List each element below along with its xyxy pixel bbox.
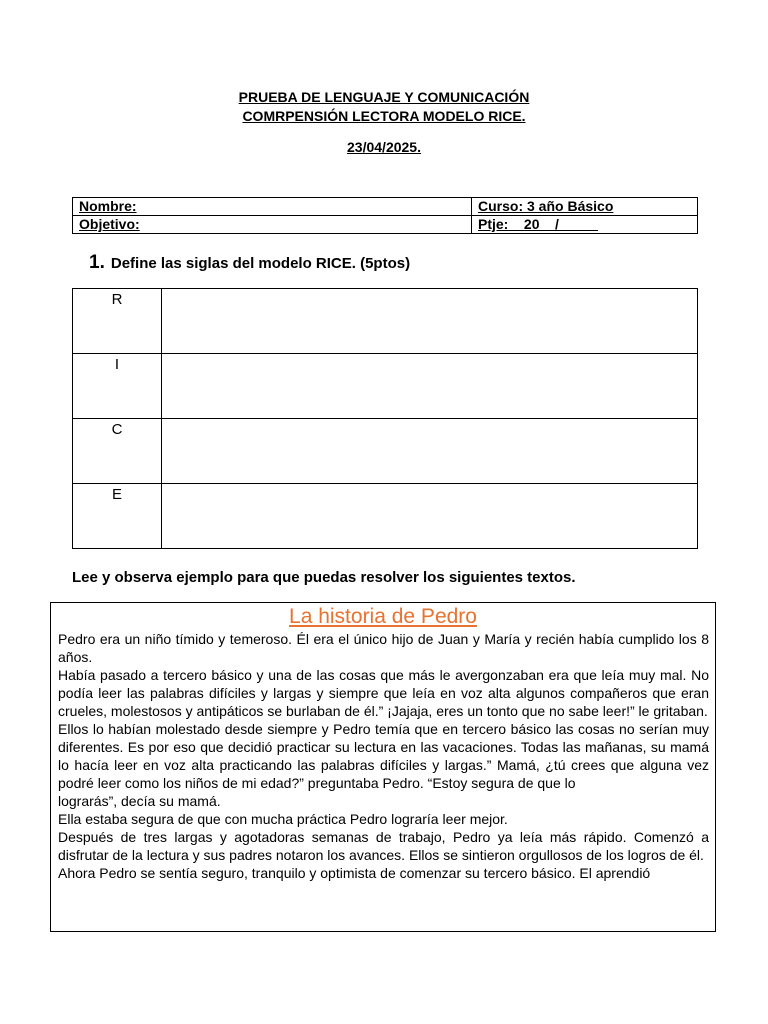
rice-row-i — [73, 354, 698, 419]
test-date: 23/04/2025. — [347, 139, 421, 155]
rice-answer-c[interactable] — [162, 419, 698, 484]
story-title: La historia de Pedro — [289, 605, 477, 628]
rice-row-c — [73, 419, 698, 484]
rice-row-e — [73, 484, 698, 549]
nombre-field[interactable]: Nombre: — [73, 198, 472, 216]
story-box — [50, 602, 716, 932]
test-subtitle: COMRPENSIÓN LECTORA MODELO RICE. — [242, 108, 526, 124]
rice-answer-table — [72, 288, 698, 549]
story-paragraph: Había pasado a tercero básico y una de las cosas que más le avergonzaban era que leía muy mal. No podía leer las palabras difíciles y largas y siempre que leía en voz alta algunos compañeros que eran crueles, molestosos y antipáticos se burlaban de él.” ¡Jajaja, eres un tonto que no sabe leer!” le gritaban. — [58, 667, 709, 719]
story-body — [51, 630, 715, 882]
story-paragraph: Ellos lo habían molestado desde siempre y Pedro temía que en tercero básico las cosas no serían muy diferentes. Es por eso que decidió practicar su lectura en las vacaciones. Todas las mañanas, su mamá lo hacía leer en voz alta practicando las palabras difíciles y largas.” Mamá, ¿tú crees que alguna vez podré leer como los niños de mi edad?” preguntaba Pedro. “Estoy segura de que lo — [58, 721, 709, 791]
test-title: PRUEBA DE LENGUAJE Y COMUNICACIÓN — [238, 89, 530, 105]
info-row — [73, 216, 698, 234]
rice-letter-r: R — [73, 289, 162, 354]
rice-letter-c: C — [73, 419, 162, 484]
curso-field: Curso: 3 año Básico — [472, 198, 698, 216]
question-number: 1. — [89, 252, 105, 273]
reading-instruction: Lee y observa ejemplo para que puedas resolver los siguientes textos. — [72, 569, 576, 586]
story-paragraph: lograrás”, decía su mamá. — [58, 793, 221, 809]
rice-answer-r[interactable] — [162, 289, 698, 354]
rice-letter-e: E — [73, 484, 162, 549]
story-paragraph: Ella estaba segura de que con mucha práctica Pedro lograría leer mejor. — [58, 811, 508, 827]
rice-answer-i[interactable] — [162, 354, 698, 419]
rice-row-r — [73, 289, 698, 354]
student-info-table — [72, 197, 698, 234]
info-row — [73, 198, 698, 216]
ptje-field[interactable]: Ptje:__20__/_____ — [472, 216, 698, 234]
story-paragraph: Pedro era un niño tímido y temeroso. Él era el único hijo de Juan y María y recién había cumplido los 8 años. — [58, 631, 709, 665]
question-1 — [89, 252, 410, 275]
objetivo-field: Objetivo: — [73, 216, 472, 234]
story-paragraph: Ahora Pedro se sentía seguro, tranquilo y optimista de comenzar su tercero básico. El aprendió — [58, 865, 651, 881]
question-text: Define las siglas del modelo RICE. (5ptos) — [110, 255, 411, 272]
rice-answer-e[interactable] — [162, 484, 698, 549]
story-paragraph: Después de tres largas y agotadoras semanas de trabajo, Pedro ya leía más rápido. Comenzó a disfrutar de la lectura y sus padres notaron los avances. Ellos se sintieron orgullosos de los logros de él. — [58, 829, 709, 863]
rice-letter-i: I — [73, 354, 162, 419]
